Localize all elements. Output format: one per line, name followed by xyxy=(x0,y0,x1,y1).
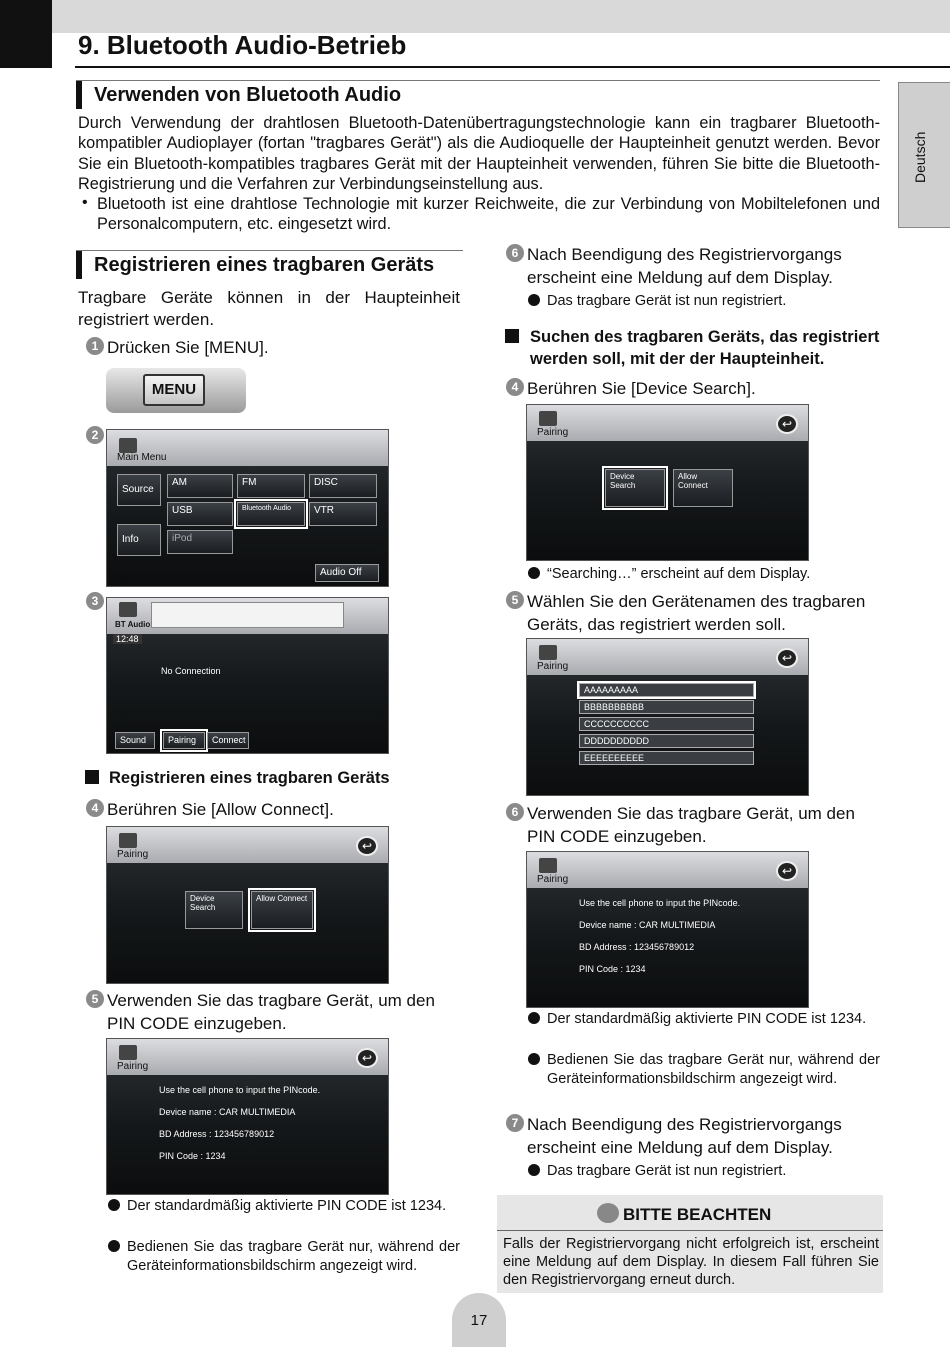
device-name: Device name : CAR MULTIMEDIA xyxy=(579,920,716,930)
display-field xyxy=(151,602,344,628)
step-4-search-text: Berühren Sie [Device Search]. xyxy=(527,379,756,398)
top-bar xyxy=(52,0,950,33)
subheading-register xyxy=(85,767,390,789)
back-icon: ↩ xyxy=(776,648,798,668)
pairing-title: Pairing xyxy=(117,1061,149,1072)
subheading-search-text: Suchen des tragbaren Geräts, das registriert werden soll, mit der der Haupteinheit. xyxy=(530,328,880,368)
step-number: 3 xyxy=(86,592,104,610)
note-registered-final: Das tragbare Gerät ist nun registriert. xyxy=(528,1162,880,1181)
device-name: Device name : CAR MULTIMEDIA xyxy=(159,1107,296,1117)
source-button: Source xyxy=(117,474,161,506)
square-bullet xyxy=(85,770,99,784)
pin-instruction: Use the cell phone to input the PINcode. xyxy=(579,898,741,908)
clock: 12:48 xyxy=(113,634,142,644)
pairing-title: Pairing xyxy=(537,661,569,672)
phone-icon xyxy=(119,1045,137,1060)
back-icon: ↩ xyxy=(356,1048,378,1068)
device-list-item: CCCCCCCCCC xyxy=(579,717,754,731)
section2-intro: Tragbare Geräte können in der Haupteinheit registriert werden. xyxy=(78,288,460,329)
step-6-complete-text: Nach Beendigung des Registriervorgangs erscheint eine Meldung auf dem Display. xyxy=(527,245,842,287)
menu-grid-icon xyxy=(119,438,137,453)
fm-button: FM xyxy=(237,474,305,498)
bd-address: BD Address : 123456789012 xyxy=(159,1129,275,1139)
device-list-item: BBBBBBBBBB xyxy=(579,700,754,714)
back-icon: ↩ xyxy=(776,414,798,434)
allow-connect-button: Allow Connect xyxy=(673,469,733,507)
step-7-text: Nach Beendigung des Registriervorgangs erscheint eine Meldung auf dem Display. xyxy=(527,1115,842,1157)
step-number: 4 xyxy=(86,799,104,817)
language-tab xyxy=(898,82,950,228)
phone-icon xyxy=(539,411,557,426)
step-number: 2 xyxy=(86,426,104,444)
allow-connect-button: Allow Connect xyxy=(251,891,313,929)
step-4-allow-text: Berühren Sie [Allow Connect]. xyxy=(107,800,334,819)
back-icon: ↩ xyxy=(356,836,378,856)
notice-header xyxy=(497,1195,883,1231)
step-number: 6 xyxy=(506,803,524,821)
step-number: 7 xyxy=(506,1114,524,1132)
bt-audio-screen xyxy=(106,597,389,754)
step-1-text: Drücken Sie [MENU]. xyxy=(107,338,269,357)
step-number: 1 xyxy=(86,337,104,355)
info-button: Info xyxy=(117,524,161,556)
pin-instruction: Use the cell phone to input the PINcode. xyxy=(159,1085,321,1095)
note-pin-default: Der standardmäßig aktivierte PIN CODE ist 1234. xyxy=(108,1197,460,1216)
note-operate-device: Bedienen Sie das tragbare Gerät nur, während der Geräteinformationsbildschirm angezeigt wird. xyxy=(108,1238,460,1275)
corner-block xyxy=(0,0,52,68)
vtr-button: VTR xyxy=(309,502,377,526)
bd-address: BD Address : 123456789012 xyxy=(579,942,695,952)
connect-button: Connect xyxy=(207,732,249,749)
pin-code-screen xyxy=(106,1038,389,1195)
chapter-title: 9. Bluetooth Audio-Betrieb xyxy=(78,30,407,60)
device-search-button: Device Search xyxy=(185,891,243,929)
book-icon xyxy=(597,1203,619,1223)
section1-text: Durch Verwendung der drahtlosen Bluetooth-Datenübertragungstechnologie kann ein tragbarer Bluetooth-kompatibler Audioplayer (fortan "tragbares Gerät") als die Audioquelle der Haupteinheit genutzt werden. Bevor Sie ein Bluetooth-kompatibles tragbares Gerät mit der Haupteinheit verwenden, führen Sie bitte die Bluetooth-Registrierung und die Verfahren zur Verbindungseinstellung aus. xyxy=(78,114,880,194)
device-list-screen xyxy=(526,638,809,796)
bluetooth-audio-button: Bluetooth Audio xyxy=(237,502,305,526)
subheading-register-text: Registrieren eines tragbaren Geräts xyxy=(109,769,390,787)
notice-text: Falls der Registriervorgang nicht erfolgreich ist, erscheint eine Meldung auf dem Display. In diesem Fall führen Sie den Registriervorgang erneut durch. xyxy=(503,1236,879,1288)
section-heading-register: Registrieren eines tragbaren Geräts xyxy=(76,251,434,279)
note-registered: Das tragbare Gerät ist nun registriert. xyxy=(528,292,880,311)
device-list-item: EEEEEEEEEE xyxy=(579,751,754,765)
section-heading-bluetooth-audio: Verwenden von Bluetooth Audio xyxy=(76,81,401,109)
note-searching: “Searching…” erscheint auf dem Display. xyxy=(528,565,880,584)
pairing-screen-allow xyxy=(106,826,389,984)
device-list-item: AAAAAAAAA xyxy=(579,683,754,697)
pairing-title: Pairing xyxy=(117,849,149,860)
pairing-screen-search xyxy=(526,404,809,561)
notice-box xyxy=(497,1195,883,1293)
usb-button: USB xyxy=(167,502,233,526)
phone-icon xyxy=(119,833,137,848)
pin-code: PIN Code : 1234 xyxy=(159,1151,226,1161)
pin-code-screen-right xyxy=(526,851,809,1008)
sound-button: Sound xyxy=(115,732,155,749)
pairing-title: Pairing xyxy=(537,874,569,885)
note-operate-device-right: Bedienen Sie das tragbare Gerät nur, während der Geräteinformationsbildschirm angezeigt wird. xyxy=(528,1051,880,1088)
phone-icon xyxy=(539,858,557,873)
square-bullet xyxy=(505,329,519,343)
section1-bullet: Bluetooth ist eine drahtlose Technologie mit kurzer Reichweite, die zur Verbindung von Mobiltelefonen und Personalcomputern, etc. eingesetzt wird. xyxy=(97,195,880,234)
step-5-select-text: Wählen Sie den Gerätenamen des tragbaren Geräts, das registriert werden soll. xyxy=(527,592,866,634)
main-menu-title: Main Menu xyxy=(117,452,167,463)
pin-code: PIN Code : 1234 xyxy=(579,964,646,974)
main-menu-screen xyxy=(106,429,389,587)
subheading-search xyxy=(505,326,881,370)
step-number: 5 xyxy=(506,591,524,609)
bt-audio-title: BT Audio xyxy=(115,620,151,629)
phone-icon xyxy=(539,645,557,660)
bluetooth-audio-icon xyxy=(119,602,137,617)
step-number: 6 xyxy=(506,244,524,262)
step-5-pin-text: Verwenden Sie das tragbare Gerät, um den PIN CODE einzugeben. xyxy=(107,991,435,1033)
note-pin-default-right: Der standardmäßig aktivierte PIN CODE ist 1234. xyxy=(528,1010,880,1029)
notice-title: BITTE BEACHTEN xyxy=(623,1205,772,1224)
section-rule xyxy=(76,80,880,81)
step-6-pin-text: Verwenden Sie das tragbare Gerät, um den PIN CODE einzugeben. xyxy=(527,804,855,846)
device-list-item: DDDDDDDDDD xyxy=(579,734,754,748)
pairing-button: Pairing xyxy=(163,732,205,749)
page-number: 17 xyxy=(452,1293,506,1347)
bullet-mark: • xyxy=(82,194,88,211)
pairing-title: Pairing xyxy=(537,427,569,438)
am-button: AM xyxy=(167,474,233,498)
back-icon: ↩ xyxy=(776,861,798,881)
device-search-button: Device Search xyxy=(605,469,665,507)
connection-status: No Connection xyxy=(161,666,221,676)
menu-key: MENU xyxy=(143,374,205,406)
audio-off-button: Audio Off xyxy=(315,564,379,582)
step-number: 5 xyxy=(86,990,104,1008)
step-number: 4 xyxy=(506,378,524,396)
disc-button: DISC xyxy=(309,474,377,498)
ipod-button: iPod xyxy=(167,530,233,554)
title-rule xyxy=(75,66,950,68)
language-label: Deutsch xyxy=(912,131,928,183)
